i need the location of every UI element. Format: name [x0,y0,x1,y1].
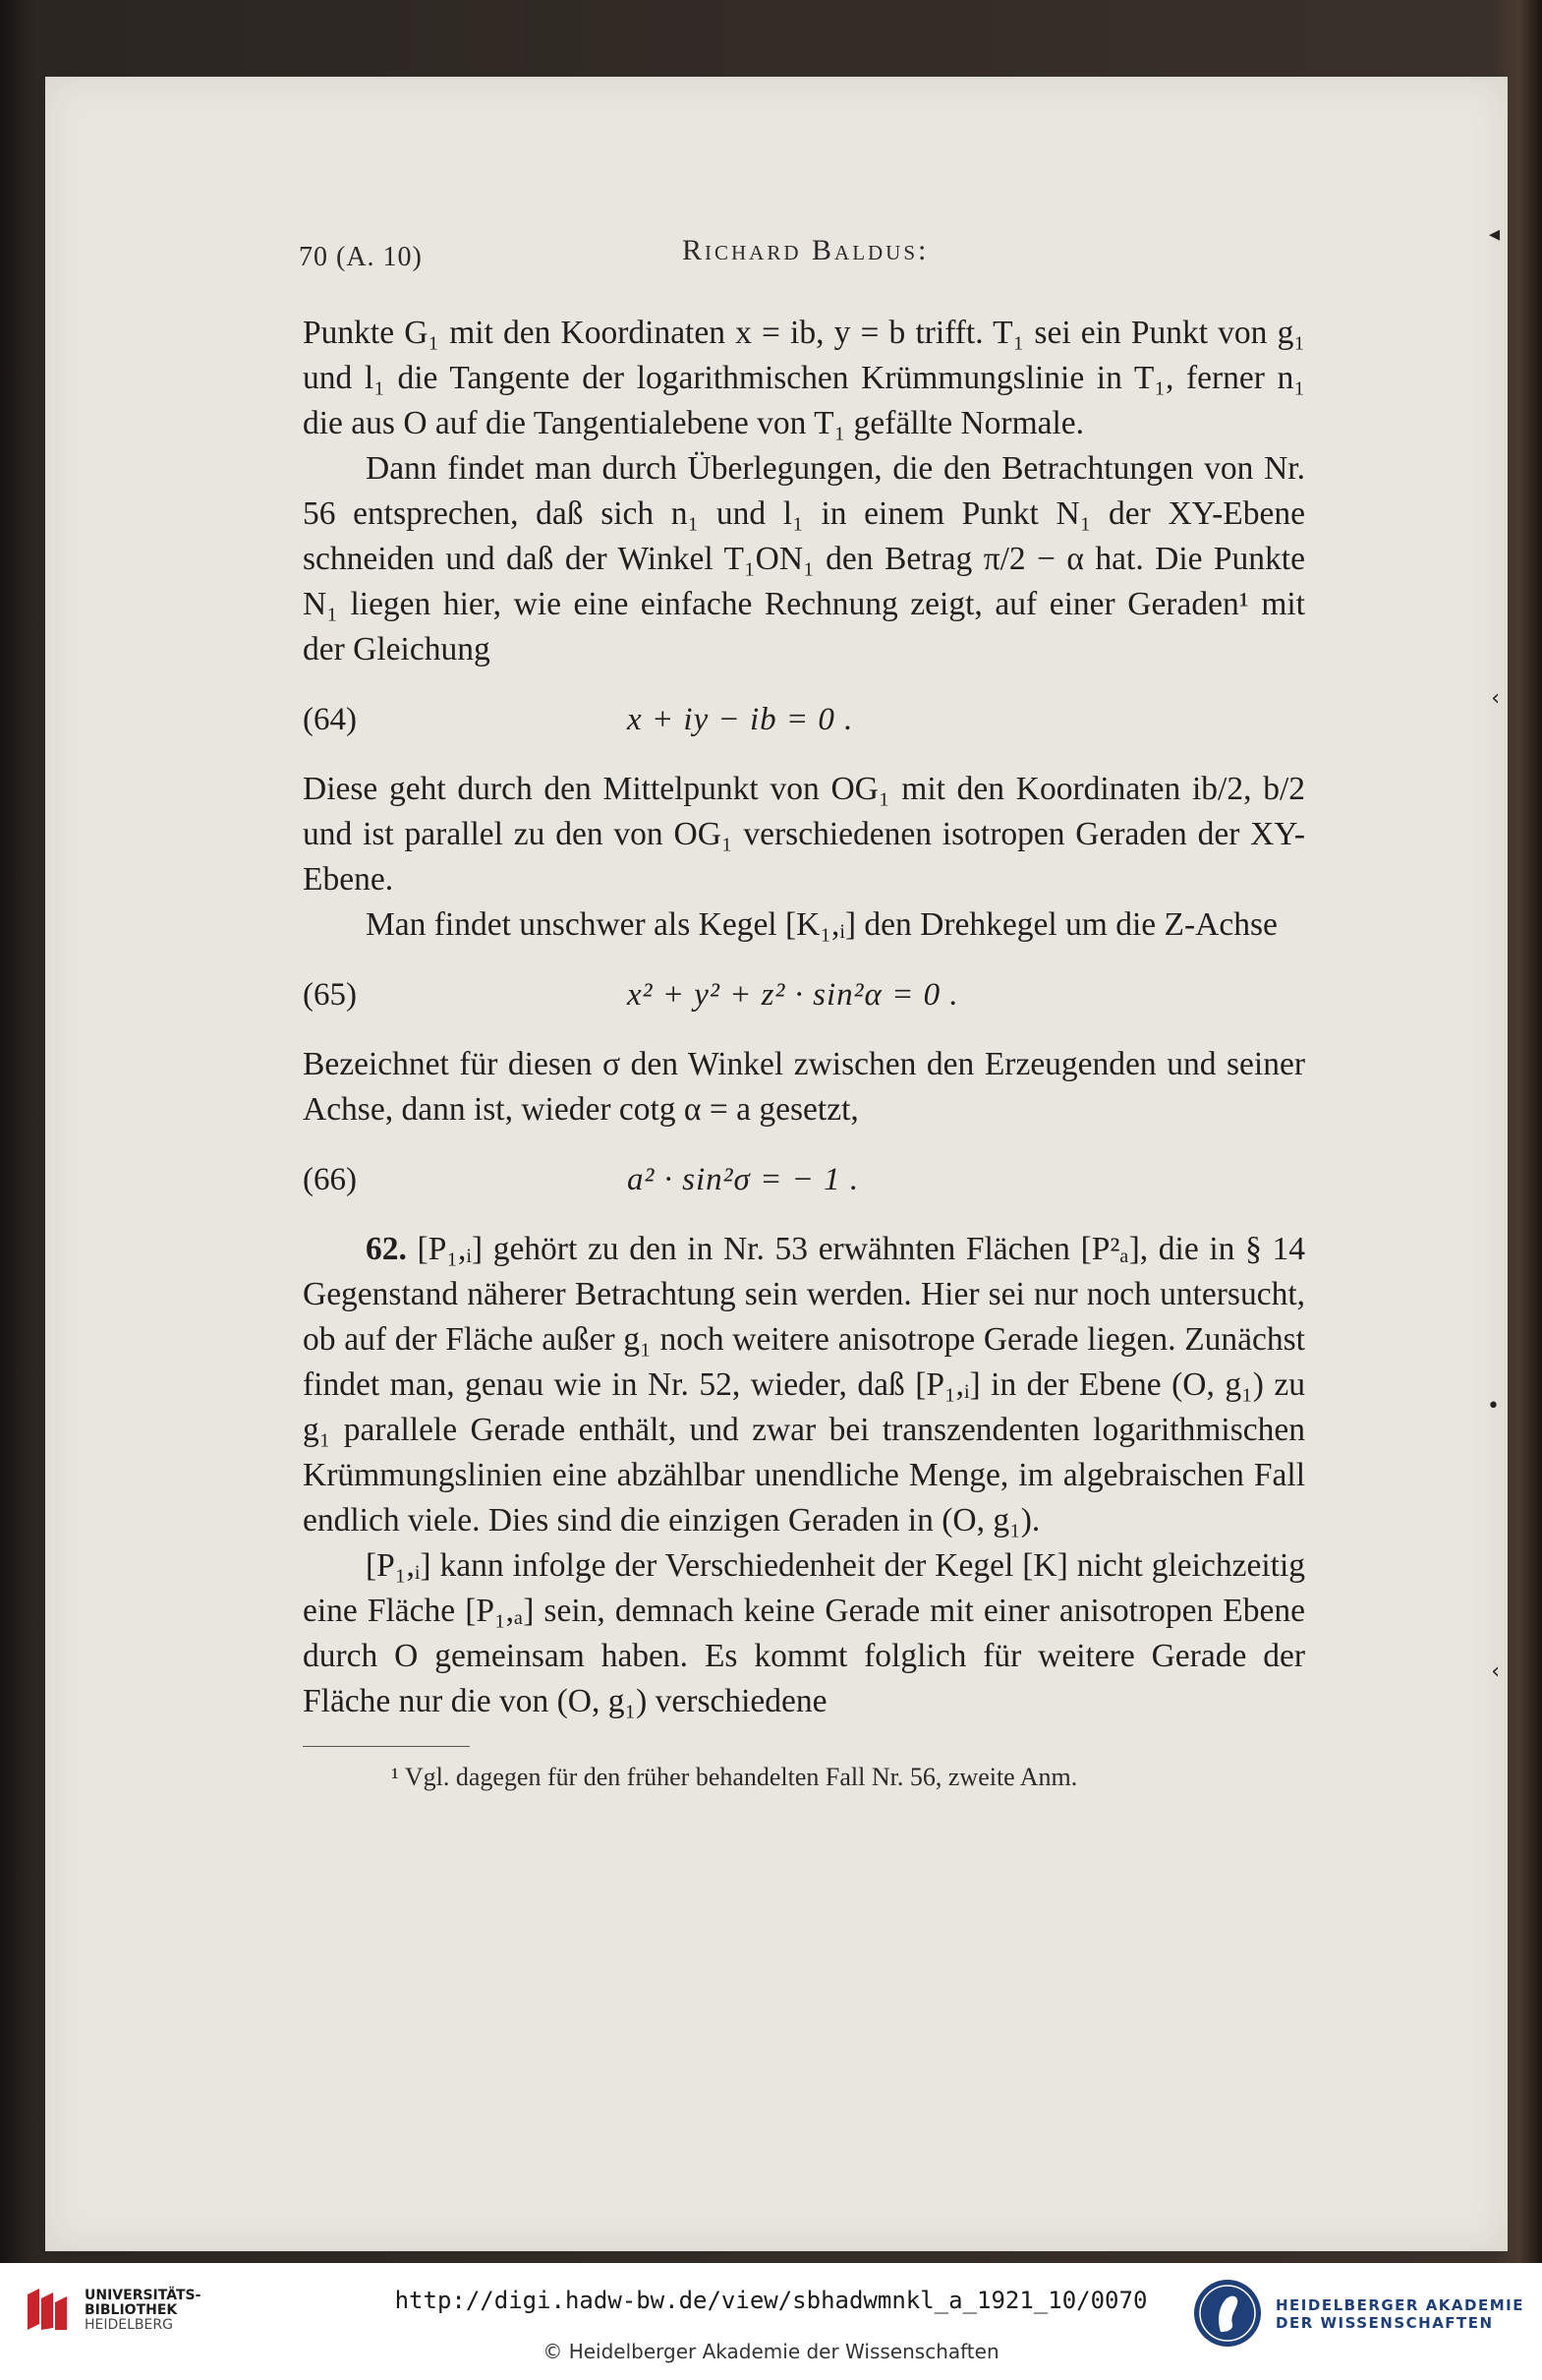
running-head-author: Richard Baldus: [682,234,930,266]
equation-64 [303,672,1305,767]
page-edge-marks [1468,77,1508,2251]
permalink-url[interactable]: http://digi.hadw-bw.de/view/sbhadwmnkl_a_1921_10/0070 [394,2287,1148,2314]
equation-number: (64) [303,702,357,737]
body-text [303,311,1305,1794]
equation-formula: a² · sin²σ = − 1 . [627,1162,860,1197]
edge-mark-icon: • [1487,1394,1500,1419]
paragraph: Dann findet man durch Überlegungen, die den Betrachtungen von Nr. 56 entsprechen, daß sich n₁ und l₁ in einem Punkt N₁ der XY-Ebene schneiden und daß der Winkel T₁ON₁ den Betrag π/2 − α hat. Die Punkte N₁ liegen hier, wie eine einfache Rechnung zeigt, auf einer Geraden¹ mit der Gleichung [303,450,1305,668]
academy-seal-icon [1191,2277,1264,2350]
ub-name-line: BIBLIOTHEK [85,2302,178,2318]
equation-formula: x + iy − ib = 0 . [627,702,854,737]
page-number: 70 (A. 10) [299,242,423,272]
equation-65 [303,948,1305,1042]
edge-mark-icon: ‹ [1491,1659,1500,1684]
paragraph: Punkte G₁ mit den Koordinaten x = ib, y = b trifft. T₁ sei ein Punkt von g₁ und l₁ die Tangente der logarithmischen Krümmungslinie in T₁, ferner n₁ die aus O auf die Tangentialebene von T₁ gefällte Normale. [303,315,1305,441]
equation-formula: x² + y² + z² · sin²α = 0 . [627,977,959,1013]
equation-66 [303,1132,1305,1227]
copyright-notice: © Heidelberger Akademie der Wissenschaften [543,2340,999,2363]
academy-name [1276,2296,1524,2332]
viewer-footer [0,2263,1542,2380]
footnote-divider [303,1746,470,1747]
section-number: 62. [366,1231,407,1267]
academy-name-line: HEIDELBERGER AKADEMIE [1276,2296,1524,2314]
edge-mark-icon: ‹ [1491,686,1500,711]
paragraph: [P₁,ᵢ] kann infolge der Verschiedenheit der Kegel [K] nicht gleichzeitig eine Fläche [P₁,ₐ] sein, demnach keine Gerade mit einer anisotropen Ebene durch O gemeinsam haben. Es kommt folglich für weitere Gerade der Fläche nur die von (O, g₁) verschiedene [303,1547,1305,1719]
footnote: ¹ Vgl. dagegen für den früher behandelten Fall Nr. 56, zweite Anm. [391,1763,1078,1791]
equation-number: (65) [303,977,357,1013]
running-header [250,234,1331,273]
edge-mark-icon: ◂ [1488,222,1500,247]
paragraph: Diese geht durch den Mittelpunkt von OG₁ mit den Koordinaten ib/2, b/2 und ist parallel zu den von OG₁ verschiedenen isotropen Geraden der XY-Ebene. [303,771,1305,898]
paragraph: Bezeichnet für diesen σ den Winkel zwischen den Erzeugenden und seiner Achse, dann ist, wieder cotg α = a gesetzt, [303,1046,1305,1128]
ub-name-line: HEIDELBERG [85,2317,173,2333]
section-paragraph [303,1227,1305,1543]
paragraph: Man findet unschwer als Kegel [K₁,ᵢ] den Drehkegel um die Z-Achse [366,906,1278,943]
academy-name-line: DER WISSENSCHAFTEN [1276,2314,1494,2332]
equation-number: (66) [303,1162,357,1197]
ub-name-line: UNIVERSITÄTS- [85,2288,201,2303]
section-text: [P₁,ᵢ] gehört zu den in Nr. 53 erwähnten Flächen [P²ₐ], die in § 14 Gegenstand näherer Betrachtung sein werden. Hier sei nur noch untersucht, ob auf der Fläche außer g₁ noch weitere anisotrope Gerade liegen. Zunächst findet man, genau wie in Nr. 52, wieder, daß [P₁,ᵢ] in der Ebene (O, g₁) zu g₁ parallele Gerade enthält, und zwar bei transzendenten logarithmischen Krümmungslinien eine abzählbar unendliche Menge, im algebraischen Fall endlich viele. Dies sind die einzigen Geraden in (O, g₁). [303,1231,1305,1538]
